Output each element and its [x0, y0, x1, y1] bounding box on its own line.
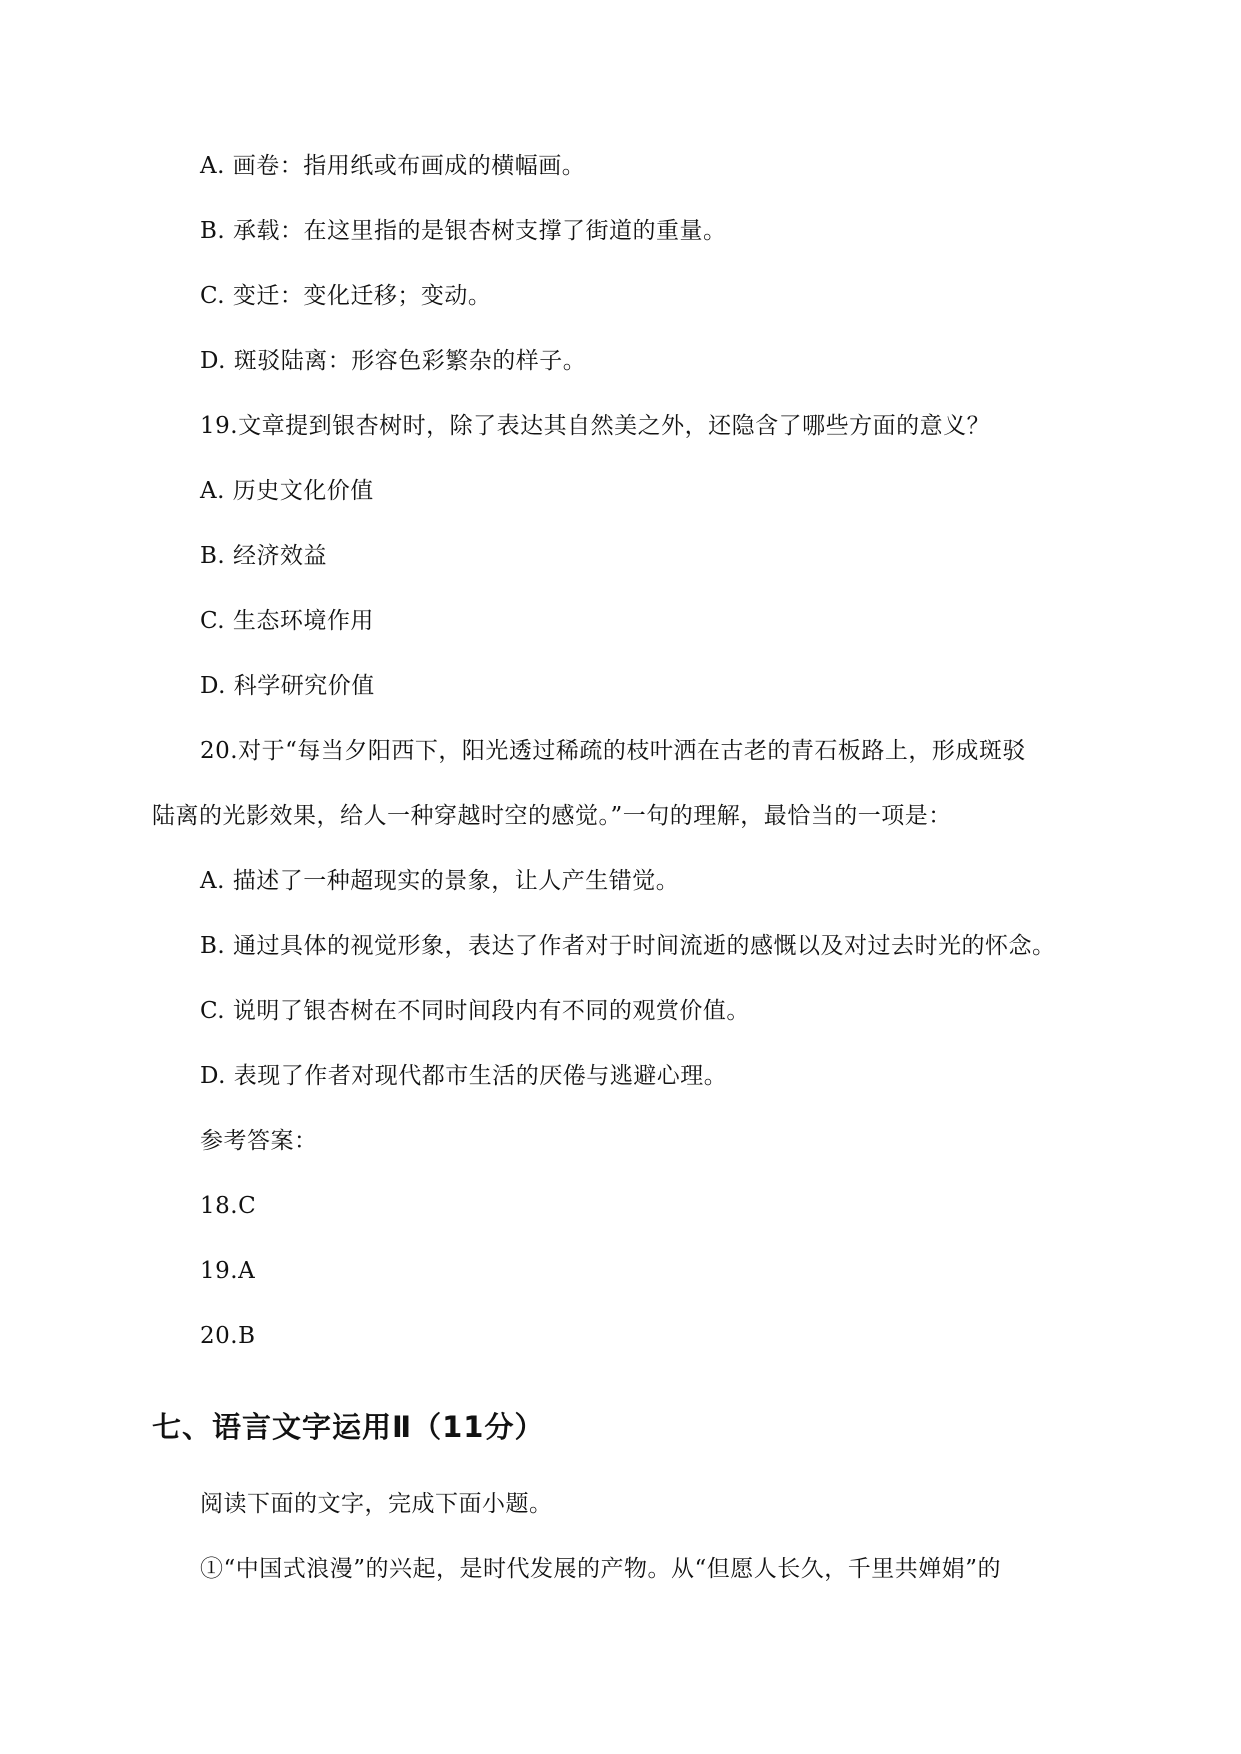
q20-option-d: D. 表现了作者对现代都市生活的厌倦与逃避心理。: [200, 1063, 728, 1089]
q18-option-a: A. 画卷：指用纸或布画成的横幅画。: [200, 153, 586, 179]
q19-option-d: D. 科学研究价值: [200, 673, 375, 699]
section-7-paragraph-1: ①“中国式浪漫”的兴起，是时代发展的产物。从“但愿人长久，千里共婵娟”的: [200, 1556, 1002, 1582]
answers-label: 参考答案：: [200, 1128, 318, 1154]
q18-option-c: C. 变迁：变化迁移；变动。: [200, 283, 492, 309]
q18-option-d: D. 斑驳陆离：形容色彩繁杂的样子。: [200, 348, 587, 374]
answer-19: 19.A: [200, 1258, 256, 1284]
q20-option-c: C. 说明了银杏树在不同时间段内有不同的观赏价值。: [200, 998, 750, 1024]
answer-20: 20.B: [200, 1323, 256, 1349]
q19-option-b: B. 经济效益: [200, 543, 328, 569]
section-7-heading: 七、语言文字运用Ⅱ（11分）: [152, 1410, 545, 1444]
answer-18: 18.C: [200, 1193, 257, 1219]
q20-option-b: B. 通过具体的视觉形象，表达了作者对于时间流逝的感慨以及对过去时光的怀念。: [200, 933, 1056, 959]
q20-stem-line2: 陆离的光影效果，给人一种穿越时空的感觉。”一句的理解，最恰当的一项是：: [152, 803, 952, 829]
q18-option-b: B. 承载：在这里指的是银杏树支撑了街道的重量。: [200, 218, 727, 244]
q19-stem: 19.文章提到银杏树时，除了表达其自然美之外，还隐含了哪些方面的意义？: [200, 413, 991, 439]
section-7-instruction: 阅读下面的文字，完成下面小题。: [200, 1491, 553, 1517]
q20-option-a: A. 描述了一种超现实的景象，让人产生错觉。: [200, 868, 680, 894]
q20-stem-line1: 20.对于“每当夕阳西下，阳光透过稀疏的枝叶洒在古老的青石板路上，形成斑驳: [200, 738, 1026, 764]
q19-option-c: C. 生态环境作用: [200, 608, 374, 634]
q19-option-a: A. 历史文化价值: [200, 478, 374, 504]
